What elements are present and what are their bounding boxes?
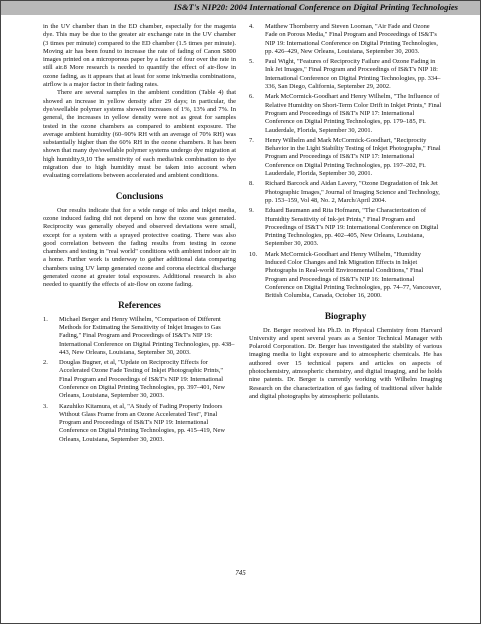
reference-text: Richard Barcock and Aidan Lavery, "Ozone Degradation of Ink Jet Photographic Images," Journal of Imaging Science and Technology, pp. 153–159, Vol 48, No. 2, March/April 2004. — [265, 180, 440, 204]
reference-item — [249, 137, 442, 178]
conclusions-paragraph: Our results indicate that for a wide range of inks and inkjet media, ozone induced fading did not depend on how the ozone was generated. Reciprocity was generally obeyed and observed deviations were small, except for a system with a sprayed protective coating. There was also good correlation between the fading results from testing in ozone chambers and testing in "real world" conditions with ambient indoor air in a home. Further work is underway to gather additional data comparing chambers using UV lamp generated ozone and corona electrical discharge generated ozone at greater total exposures. Additional research is also needed to quantify the effects of air-flow on ozone fading. — [43, 206, 236, 289]
reference-item — [43, 359, 236, 400]
reference-item — [249, 207, 442, 248]
reference-number: 8. — [249, 180, 254, 188]
references-heading: References — [118, 299, 161, 310]
discussion-paragraph: There are several samples in the ambient condition (Table 4) that showed an increase in yellow density after 29 days; in particular, the dye/swellable polymer systems showed increases of 1%, 13% and 7%. In general, the increases in yellow density were not as great for samples tested in the ozone chambers as compared to ambient exposure. The average ambient humidity (60–90% RH with an average of 70% RH) was substantially higher than the 60% RH in the ozone chambers. It has been shown that many dye/swellable polymer systems undergo dye migration at high humidity.9,10 The sensitivity of each media/ink combination to dye migration due to high humidity must be taken into account when evaluating correlations between accelerated and ambient conditions. — [43, 89, 236, 180]
left-column — [43, 23, 236, 446]
reference-item — [249, 251, 442, 301]
reference-text: Mark McCormick-Goodhart and Henry Wilhelm, "The Influence of Relative Humidity on Short-Term Color Drift in Inkjet Prints," Final Program and Proceedings of IS&T's NIP 17: International Conference on Digital Printing Technologies, pp. 179–185, Ft. Lauderdale, Florida, September 30, 2001. — [265, 93, 442, 134]
conclusions-heading: Conclusions — [115, 190, 164, 201]
reference-item — [249, 180, 442, 205]
right-column — [249, 23, 442, 401]
biography-heading: Biography — [324, 310, 367, 321]
running-header — [1, 1, 480, 15]
discussion-paragraph: in the UV chamber than in the ED chamber, especially for the magenta dye. This may be due to the greater air exchange rate in the UV chamber (3 times per minute) compared to the ED chamber (1.5 times per minute). Moving air has been found to increase the rate of fading of Canon S800 images printed on a microporous paper by a factor of four over the rate in still air.8 More research is needed to quantify the effect of air-flow in ozone fading, as it appears that at least for some ink/media combinations, airflow is a major factor in their fading rates. — [43, 23, 236, 89]
references-list-continued — [249, 23, 442, 301]
reference-text: Michael Berger and Henry Wilhelm, "Comparison of Different Methods for Estimating the Sensitivity of Inkjet Images to Gas Fading," Final Program and Proceedings of IS&T's NIP 19: International Conference on Digital Printing Technologies, pp. 438–443, New Orleans, Louisiana, September 30, 2003. — [59, 315, 235, 356]
reference-item — [249, 93, 442, 134]
reference-number: 7. — [249, 136, 254, 144]
reference-number: 4. — [249, 23, 254, 30]
reference-text: Douglas Bugner, et al, "Update on Reciprocity Effects for Accelerated Ozone Fade Testing of Inkjet Photographic Prints," Final Program and Proceedings of IS&T's NIP 19: International Conference on Digital Printing Technologies, pp. 397–401, New Orleans, Louisiana, September 30, 2003. — [59, 359, 226, 400]
reference-item — [249, 23, 442, 56]
reference-text: Eduard Baumann and Rita Hofmann, "The Characterization of Humidity Sensitivity of Ink-jet Prints," Final Program and Proceedings of IS&T's NIP 19: International Conference on Digital Printing Technologies, pp. 402–405, New Orleans, Louisiana, September 30, 2003. — [265, 207, 439, 248]
page-number: 745 — [235, 569, 246, 577]
reference-number: 9. — [249, 207, 254, 215]
reference-text: Matthew Thornberry and Steven Looman, "Air Fade and Ozone Fade on Porous Media," Final Program and Proceedings of IS&T's NIP 19: International Conference on Digital Printing Technologies, pp. 426–429, New Orleans, Louisiana, September 30, 2003. — [265, 23, 438, 55]
reference-item — [43, 316, 236, 357]
header-title: IS&T's NIP20: 2004 International Conference on Digital Printing Technologies — [173, 2, 458, 12]
references-list — [43, 316, 236, 444]
reference-number: 3. — [43, 402, 48, 410]
biography-paragraph: Dr. Berger received his Ph.D. in Physical Chemistry from Harvard University and spent several years as a Senior Technical Manager with Polaroid Corporation. Dr. Berger has investigated the stability of various imaging media to light exposure and to atmospheric chemicals. He has authored over 15 technical papers and articles on aspects of photochemistry, atmospheric chemistry, and digital imaging, and he holds nine patents. Dr. Berger is currently working with Wilhelm Imaging Research on the characterization of gas fading of traditional silver halide and digital photographs by atmospheric pollutants. — [249, 326, 442, 400]
reference-number: 1. — [43, 315, 48, 323]
reference-item — [43, 403, 236, 444]
reference-item — [249, 58, 442, 91]
reference-number: 2. — [43, 359, 48, 367]
reference-number: 6. — [249, 93, 254, 101]
reference-text: Mark McCormick-Goodhart and Henry Wilhelm, "Humidity Induced Color Changes and Ink Migration Effects in Inkjet Photographs in Real-world Environmental Conditions," Final Program and Proceedings of IS&T's NIP 16: International Conference on Digital Printing Technologies, pp. 74–77, Vancouver, British Columbia, Canada, October 16, 2000. — [265, 250, 442, 300]
reference-text: Henry Wilhelm and Mark McCormick-Goodhart, "Reciprocity Behavior in the Light Stability Testing of Inkjet Photographs," Final Program and Proceedings of IS&T's NIP 17: International Conference on Digital Printing Technologies, pp. 197–202, Ft. Lauderdale, Florida, September 30, 2001. — [265, 136, 441, 178]
reference-number: 10. — [249, 250, 258, 258]
reference-text: Paul Wight, "Features of Reciprocity Failure and Ozone Fading in Ink Jet Images," Final Program and Proceedings of IS&T's NIP 18: International Conference on Digital Printing Technologies, pp. 334–336, San Diego, California, September 29, 2002. — [265, 58, 441, 91]
reference-text: Kazuhiko Kitamura, et al, "A Study of Fading Property Indoors Without Glass Frame from an Ozone Accelerated Test", Final Program and Proceedings of IS&T's NIP 19: International Conference on Digital Printing Technologies, pp. 415–419, New Orleans, Louisiana, September 30, 2003. — [59, 402, 226, 443]
reference-number: 5. — [249, 58, 254, 66]
